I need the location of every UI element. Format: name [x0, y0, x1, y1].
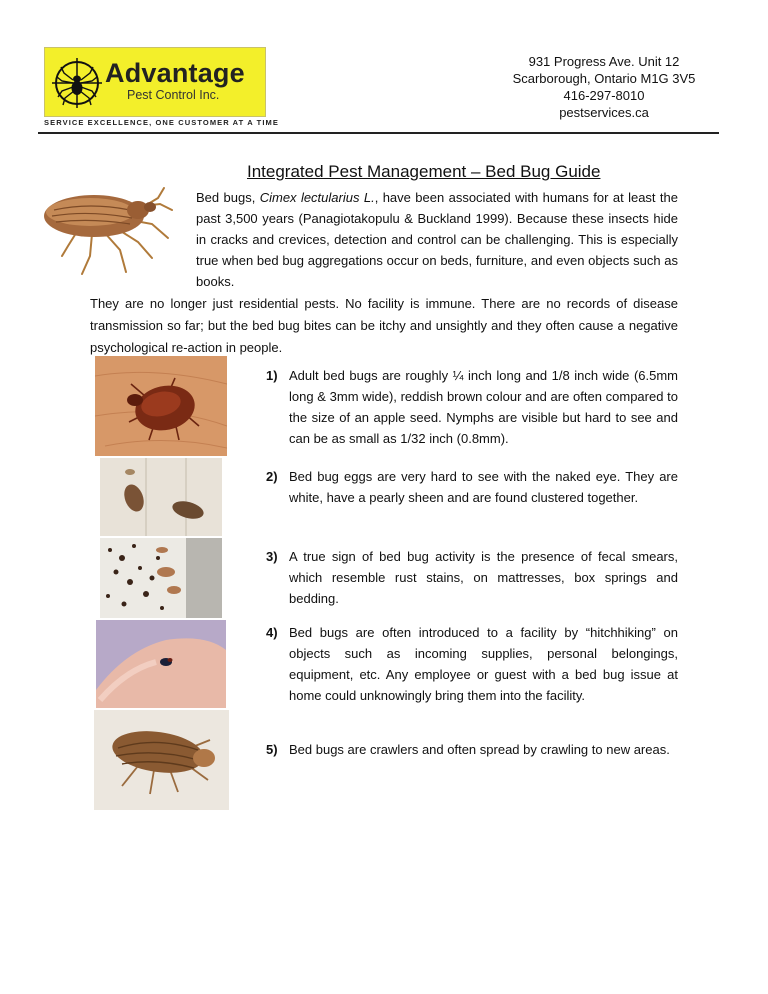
intro-continued-paragraph: They are no longer just residential pests. No facility is immune. There are no records of disease transmission so far; but the bed bug bites can be itchy and unsightly and they often cause a negative psychological re-action in people.: [90, 296, 678, 355]
point-item: [266, 546, 678, 609]
point-text: Bed bug eggs are very hard to see with the naked eye. They are white, have a pearly sheen and are found clustered together.: [289, 469, 678, 505]
point-item: [266, 622, 678, 706]
company-address: [488, 53, 720, 121]
point-number: 1): [266, 368, 278, 383]
photo-bed-bug-eggs: [100, 458, 222, 536]
point-text: Bed bugs are often introduced to a facility by “hitchhiking” on objects such as incoming supplies, personal belongings, equipment, etc. Any employee or guest with a bed bug issue at home could unknowingly bring them into the facility.: [289, 625, 678, 703]
photo-adult-bed-bug-on-skin: [95, 356, 227, 456]
address-line-2: Scarborough, Ontario M1G 3V5: [512, 71, 696, 86]
scientific-name: Cimex lectularius L.: [259, 190, 375, 205]
website-link[interactable]: pestservices.ca: [559, 105, 649, 120]
point-item: [266, 466, 678, 508]
photo-fecal-smears: [100, 538, 222, 618]
company-logo: [44, 47, 266, 117]
intro-paragraph: Bed bugs, Cimex lectularius L., have been associated with humans for at least the past 3,500 years (Panagiotakopulu & Buckland 1999). Because these insects hide in cracks and crevices, detection and control can be challenging. This is especially true when bed bug aggregations occur on beds, furniture, and even objects such as books.: [196, 190, 678, 289]
company-tagline: SERVICE EXCELLENCE, ONE CUSTOMER AT A TIME: [44, 118, 279, 127]
spider-logo-icon: [52, 53, 102, 113]
point-number: 2): [266, 469, 278, 484]
point-text: Bed bugs are crawlers and often spread by crawling to new areas.: [289, 742, 670, 757]
header-divider: [38, 132, 719, 134]
point-text: Adult bed bugs are roughly ¼ inch long and 1/8 inch wide (6.5mm long & 3mm wide), reddish brown colour and are often compared to the size of an apple seed. Nymphs are visible but hard to see and can be as small as 1/32 inch (0.8mm).: [289, 368, 678, 446]
phone-number: 416-297-8010: [563, 88, 645, 103]
company-name: Advantage: [105, 58, 245, 88]
company-subname: Pest Control Inc.: [127, 88, 220, 102]
address-line-1: 931 Progress Ave. Unit 12: [528, 54, 680, 69]
point-item: [266, 365, 678, 449]
point-number: 4): [266, 625, 278, 640]
point-number: 5): [266, 742, 278, 757]
point-number: 3): [266, 549, 278, 564]
photo-crawling-bed-bug: [94, 710, 229, 810]
photo-bed-bug-on-fingertip: [96, 620, 226, 708]
point-item: [266, 739, 678, 760]
point-text: A true sign of bed bug activity is the presence of fecal smears, which resemble rust stains, on mattresses, box springs and bedding.: [289, 549, 678, 606]
bed-bug-illustration: [34, 180, 176, 278]
page-title: Integrated Pest Management – Bed Bug Guide: [247, 162, 601, 181]
